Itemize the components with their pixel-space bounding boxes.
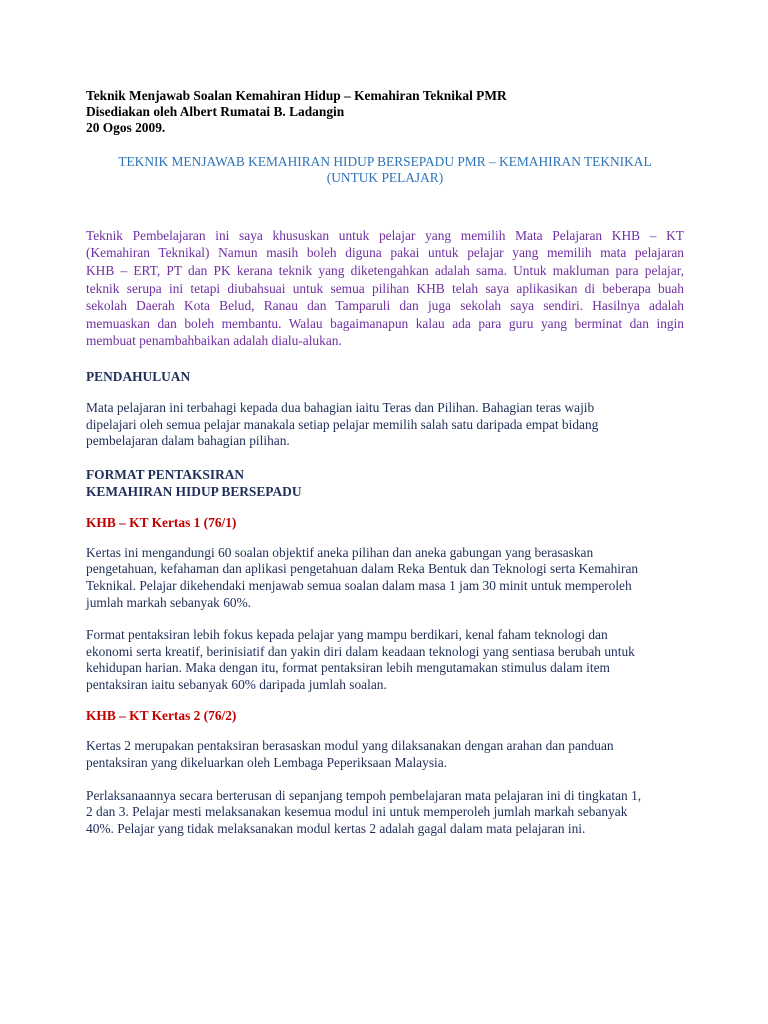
main-title: [86, 154, 684, 187]
paragraph-line: pentaksiran yang dikeluarkan oleh Lembaga Peperiksaan Malaysia.: [86, 755, 448, 771]
paragraph-line: jumlah markah sebanyak 60%.: [86, 594, 252, 610]
paragraph-line: Mata pelajaran ini terbahagi kepada dua bahagian iaitu Teras dan Pilihan. Bahagian teras wajib: [86, 399, 595, 415]
header-date: 20 Ogos 2009.: [86, 120, 166, 136]
paragraph-line: Perlaksanaannya secara berterusan di sepanjang tempoh pembelajaran mata pelajaran ini di tingkatan 1,: [86, 787, 642, 803]
paragraph-line: dipelajari oleh semua pelajar manakala setiap pelajar memilih salah satu daripada empat bidang: [86, 416, 599, 432]
kertas2-paragraph-2: [86, 788, 684, 838]
pendahuluan-heading: PENDAHULUAN: [86, 368, 191, 384]
kertas2-paragraph-1: [86, 738, 684, 771]
main-title-line-2: (UNTUK PELAJAR): [326, 170, 444, 186]
paragraph-line: Kertas 2 merupakan pentaksiran berasaskan modul yang dilaksanakan dengan arahan dan panduan: [86, 738, 614, 754]
intro-line: (Kemahiran Teknikal) Namun masih boleh diguna pakai untuk pelajar yang memilih mata pelajaran: [86, 245, 684, 261]
khb-heading: KEMAHIRAN HIDUP BERSEPADU: [86, 483, 302, 499]
kertas1-heading: KHB – KT Kertas 1 (76/1): [86, 514, 237, 530]
kertas1-paragraph-1: [86, 545, 684, 611]
intro-paragraph: [86, 227, 684, 350]
intro-line: sekolah Daerah Kota Belud, Ranau dan Tamparuli dan juga sekolah saya sendiri. Hasilnya adalah: [86, 298, 684, 314]
paragraph-line: pengetahuan, kefahaman dan aplikasi pengetahuan dalam Reka Bentuk dan Teknologi serta Kemahiran: [86, 561, 639, 577]
format-heading: FORMAT PENTAKSIRAN: [86, 466, 245, 482]
intro-line: membuat penambahbaikan adalah dialu-alukan.: [86, 333, 342, 349]
paragraph-line: Teknikal. Pelajar dikehendaki menjawab semua soalan dalam masa 1 jam 30 minit untuk memperoleh: [86, 577, 632, 593]
paragraph-line: pembelajaran dalam bahagian pilihan.: [86, 433, 290, 449]
paragraph-line: kehidupan harian. Maka dengan itu, format pentaksiran lebih mengutamakan stimulus dalam item: [86, 660, 610, 676]
intro-line: Teknik Pembelajaran ini saya khususkan untuk pelajar yang memilih Mata Pelajaran KHB – KT: [86, 227, 684, 243]
paragraph-line: pentaksiran iaitu sebanyak 60% daripada jumlah soalan.: [86, 676, 387, 692]
header-author: Disediakan oleh Albert Rumatai B. Ladangin: [86, 104, 345, 120]
paragraph-line: Format pentaksiran lebih fokus kepada pelajar yang mampu berdikari, kenal faham teknologi dan: [86, 627, 608, 643]
paragraph-line: 2 dan 3. Pelajar mesti melaksanakan kesemua modul ini untuk memperoleh jumlah markah sebanyak: [86, 804, 628, 820]
document-page: [86, 88, 684, 837]
document-header: [86, 88, 684, 137]
paragraph-line: ekonomi serta kreatif, berinisiatif dan yakin diri dalam keadaan teknologi yang sentiasa berubah untuk: [86, 643, 635, 659]
intro-line: memuaskan dan boleh membantu. Walau bagaimanapun kalau ada para guru yang berminat dan ingin: [86, 315, 684, 331]
kertas1-paragraph-2: [86, 627, 684, 693]
format-section-heading: [86, 466, 684, 500]
main-title-line-1: TEKNIK MENJAWAB KEMAHIRAN HIDUP BERSEPADU PMR – KEMAHIRAN TEKNIKAL: [118, 153, 652, 169]
intro-line: KHB – ERT, PT dan PK kerana teknik yang diketengahkan adalah sama. Untuk makluman para pelajar,: [86, 262, 684, 278]
intro-line: teknik serupa ini tetapi diubahsuai untuk semua pilihan KHB telah saya aplikasikan di beberapa buah: [86, 280, 684, 296]
header-title: Teknik Menjawab Soalan Kemahiran Hidup – Kemahiran Teknikal PMR: [86, 88, 507, 103]
paragraph-line: Kertas ini mengandungi 60 soalan objektif aneka pilihan dan aneka gabungan yang berasaskan: [86, 544, 594, 560]
paragraph-line: 40%. Pelajar yang tidak melaksanakan modul kertas 2 adalah gagal dalam mata pelajaran ini.: [86, 820, 586, 836]
pendahuluan-paragraph: [86, 400, 684, 450]
kertas2-heading: KHB – KT Kertas 2 (76/2): [86, 708, 237, 724]
